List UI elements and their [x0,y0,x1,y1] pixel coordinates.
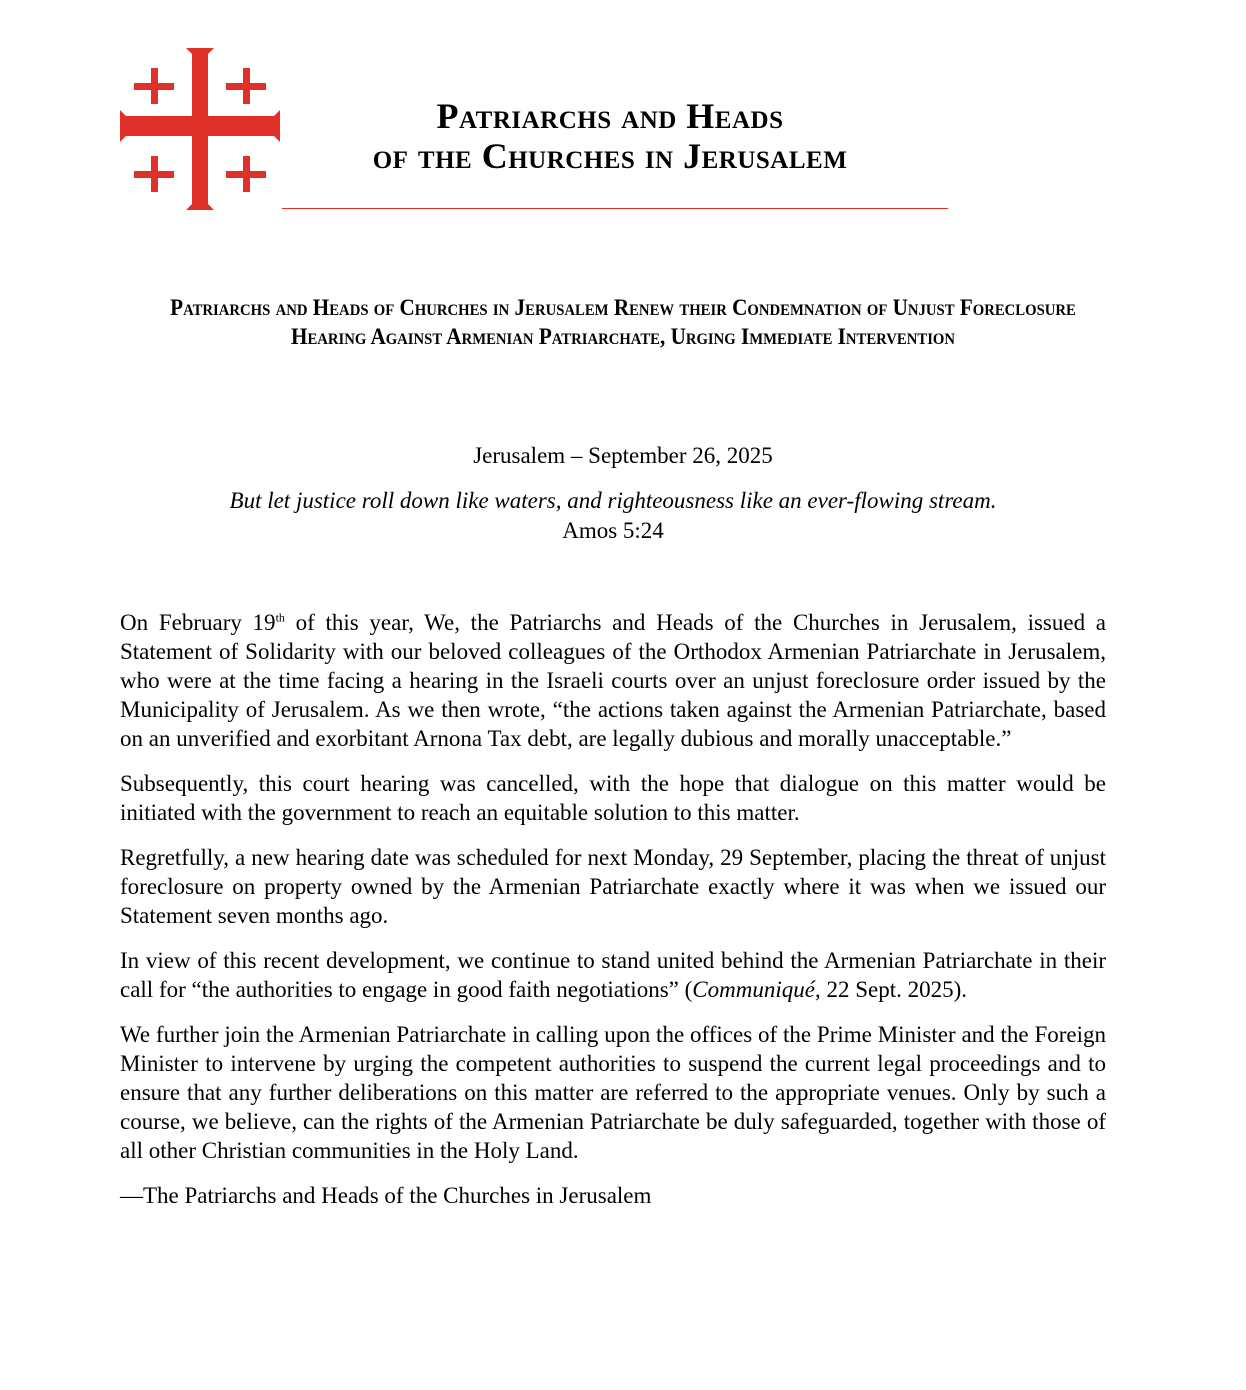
org-name-line1: Patriarchs and Heads [436,96,784,136]
paragraph-1 [120,608,1106,753]
header-divider [282,208,948,209]
headline: Patriarchs and Heads of Churches in Jerusalem Renew their Condemnation of Unjust Foreclosure Hearing Against Armenian Patriarchate, Urging Immediate Intervention [170,295,1076,349]
p4-text-cont: , 22 Sept. 2025). [814,977,967,1002]
dateline: Jerusalem – September 26, 2025 [473,443,773,468]
p4-text: In view of this recent development, we continue to stand united behind the Armenian Patriarchate in their call for “the authorities to engage in good faith negotiations” ( [120,948,1106,1002]
paragraph-5: We further join the Armenian Patriarchate in calling upon the offices of the Prime Minister and the Foreign Minister to intervene by urging the competent authorities to suspend the current legal proceedings and to ensure that any further deliberations on this matter are referred to the appropriate venues. Only by such a course, we believe, can the rights of the Armenian Patriarchate be duly safeguarded, together with those of all other Christian communities in the Holy Land. [120,1022,1106,1163]
signature: —The Patriarchs and Heads of the Churches in Jerusalem [120,1183,652,1208]
jerusalem-cross-icon [118,46,282,212]
org-name-line2: of the Churches in Jerusalem [372,136,848,176]
paragraph-2: Subsequently, this court hearing was cancelled, with the hope that dialogue on this matter would be initiated with the government to reach an equitable solution to this matter. [120,771,1106,825]
ordinal-suffix: th [275,610,285,625]
epigraph-quote: But let justice roll down like waters, and righteousness like an ever-flowing stream. [229,488,997,513]
p1-text: On February 19 [120,610,276,635]
organization-name [300,96,920,176]
paragraph-4 [120,946,1106,1004]
communique-title: Communiqué [692,977,815,1002]
p1-text-cont: of this year, We, the Patriarchs and Heads of the Churches in Jerusalem, issued a Statement of Solidarity with our beloved colleagues of the Orthodox Armenian Patriarchate in Jerusalem, who were at the time facing a hearing in the Israeli courts over an unjust foreclosure order issued by the Municipality of Jerusalem. As we then wrote, “the actions taken against the Armenian Patriarchate, based on an unverified and exorbitant Arnona Tax debt, are legally dubious and morally unacceptable.” [120,610,1106,751]
statement-body [120,608,1106,1226]
epigraph-citation: Amos 5:24 [562,518,664,543]
paragraph-3: Regretfully, a new hearing date was scheduled for next Monday, 29 September, placing the threat of unjust foreclosure on property owned by the Armenian Patriarchate exactly where it was when we issued our Statement seven months ago. [120,845,1106,928]
